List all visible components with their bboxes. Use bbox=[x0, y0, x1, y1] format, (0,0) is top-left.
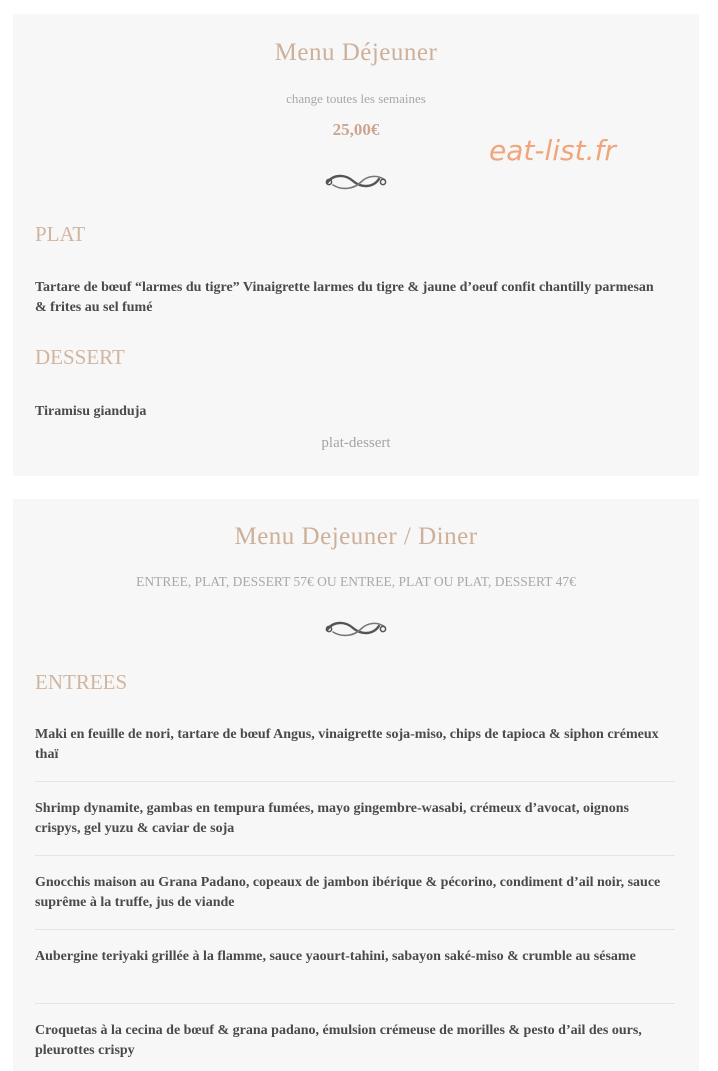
lunch-menu-price: 25,00€ bbox=[332, 120, 380, 139]
divider bbox=[35, 781, 675, 782]
watermark: eat-list.fr bbox=[489, 134, 616, 167]
divider bbox=[35, 929, 675, 930]
lunch-menu-subtitle: change toutes les semaines bbox=[286, 91, 426, 106]
section-heading-entrees: ENTREES bbox=[35, 670, 128, 694]
menu-item-entree: Gnocchis maison au Grana Padano, copeaux de jambon ibérique & pécorino, condiment d’ail noir, sauce suprême à la truffe, jus de viande bbox=[35, 875, 661, 910]
menu-item-entree: Shrimp dynamite, gambas en tempura fumées, mayo gingembre-wasabi, crémeux d’avocat, oignons crispys, gel yuzu & caviar de soja bbox=[35, 801, 629, 836]
section-heading-dessert: DESSERT bbox=[35, 345, 125, 369]
dinner-menu-title: Menu Dejeuner / Diner bbox=[234, 523, 478, 550]
menu-item-entree: Maki en feuille de nori, tartare de bœuf Angus, vinaigrette soja-miso, chips de tapioca & siphon crémeux thaï bbox=[35, 727, 659, 762]
divider bbox=[35, 855, 675, 856]
dinner-menu-subtitle: ENTREE, PLAT, DESSERT 57€ OU ENTREE, PLAT OU PLAT, DESSERT 47€ bbox=[136, 574, 576, 589]
flourish-ornament-icon bbox=[323, 170, 389, 192]
dinner-menu-card bbox=[13, 499, 699, 1071]
menu-item-entree: Aubergine teriyaki grillée à la flamme, sauce yaourt-tahini, sabayon saké-miso & crumble au sésame bbox=[35, 949, 636, 964]
divider bbox=[35, 1003, 675, 1004]
lunch-menu-title: Menu Déjeuner bbox=[274, 39, 438, 66]
menu-item-plat: Tartare de bœuf “larmes du tigre” Vinaigrette larmes du tigre & jaune d’oeuf confit chantilly parmesan & frites au sel fumé bbox=[35, 280, 654, 315]
lunch-menu-card bbox=[13, 14, 699, 476]
lunch-menu-note: plat-dessert bbox=[321, 435, 391, 451]
menu-item-dessert: Tiramisu gianduja bbox=[35, 404, 147, 419]
flourish-ornament-icon bbox=[323, 617, 389, 639]
section-heading-plat: PLAT bbox=[35, 222, 86, 246]
menu-item-entree: Croquetas à la cecina de bœuf & grana padano, émulsion crémeuse de morilles & pesto d’ail des ours, pleurottes crispy bbox=[35, 1023, 642, 1058]
